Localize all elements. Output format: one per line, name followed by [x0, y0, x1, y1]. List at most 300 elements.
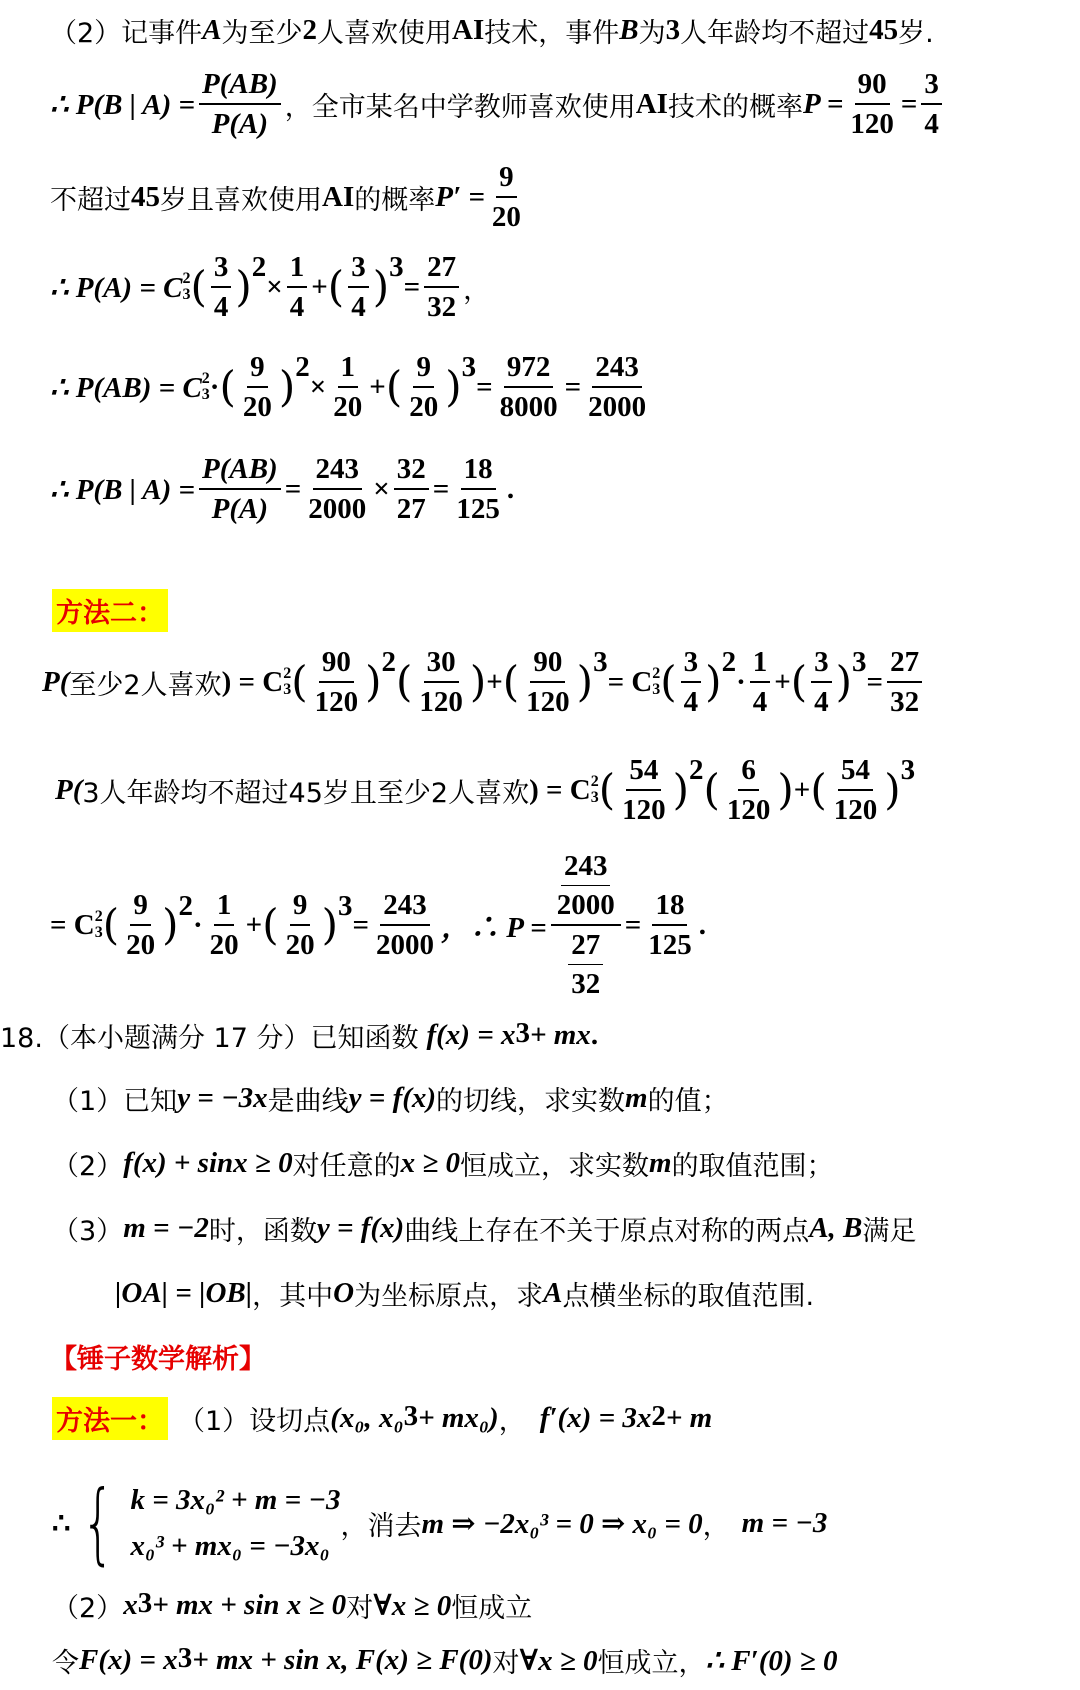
math: × [373, 472, 390, 505]
problem-18-part-3-continued [115, 1263, 814, 1323]
math: + [774, 665, 791, 698]
fraction [312, 645, 362, 719]
fraction [207, 888, 242, 962]
math: 2 [302, 13, 318, 46]
formula-p-ab [50, 345, 653, 429]
fraction [406, 350, 441, 424]
denominator [565, 926, 606, 1001]
exponent: 2 [295, 351, 310, 383]
math [202, 371, 210, 403]
brace-system [70, 1471, 341, 1574]
problem-18-heading [0, 1005, 598, 1065]
fraction [497, 350, 561, 424]
text: ， [498, 1405, 526, 1437]
math: . [506, 472, 515, 505]
compound-fraction [551, 849, 621, 1001]
math: 45 [869, 13, 899, 46]
fraction [489, 160, 524, 234]
text: 恒成立，求实数 [460, 1150, 649, 1182]
formula-p-a [50, 245, 490, 329]
math: ∴ P(B | A) = [50, 88, 195, 121]
paren: ) [235, 262, 252, 311]
math: + mx₀) [418, 1401, 499, 1434]
text: 为 [638, 17, 666, 49]
numerator: 243 [592, 350, 642, 388]
text: 的切线，求实数 [436, 1085, 626, 1117]
paren: ( [395, 657, 413, 706]
math: = C [50, 908, 95, 941]
math: P( [55, 773, 83, 806]
math: f(x) = x [426, 1018, 516, 1051]
system-row-1: k = 3x₀² + m = −3 [130, 1484, 341, 1516]
text: 恒成立 [451, 1592, 533, 1624]
math: = C [607, 665, 653, 698]
denominator: 20 [242, 391, 272, 423]
fraction [847, 67, 897, 141]
numerator: 90 [855, 67, 890, 105]
fraction [831, 753, 881, 827]
math: × [309, 370, 327, 403]
problem-18-part-1 [52, 1068, 729, 1128]
exponent: 3 [852, 646, 867, 678]
math: m ⇒ −2x₀³ = 0 ⇒ x₀ = 0 [421, 1507, 703, 1540]
exponent: 3 [593, 646, 608, 678]
fraction [887, 645, 922, 719]
exponent: 2 [721, 646, 737, 678]
denominator: 4 [752, 686, 768, 718]
math: = [900, 87, 918, 120]
denominator: 125 [456, 493, 500, 525]
formula-p-b-given-a [50, 447, 514, 531]
fraction [283, 888, 318, 962]
text: 3人年龄均不超过45岁且至少2人喜欢 [82, 777, 530, 809]
paren: ( [810, 765, 827, 814]
numerator: 3 [681, 645, 702, 683]
superscript: 2 [94, 908, 103, 925]
exponent: 3 [403, 1400, 419, 1432]
text: （2）记事件 [50, 17, 203, 49]
denominator: 4 [814, 686, 829, 718]
text: 对 [346, 1592, 374, 1624]
text: 满足 [862, 1215, 917, 1247]
fraction [123, 888, 158, 962]
denominator: 20 [126, 929, 156, 961]
numerator: 243 [380, 888, 430, 926]
math: 3 [665, 13, 681, 46]
math: = [352, 908, 370, 941]
system-row-2: x₀³ + mx₀ = −3x₀ [130, 1530, 330, 1562]
math: P′ = [435, 180, 485, 213]
text: ，其中 [252, 1280, 334, 1312]
fraction [394, 452, 429, 526]
text: 不超过 [50, 184, 131, 216]
numerator: 90 [530, 645, 565, 683]
math: = [866, 665, 884, 698]
denominator: 27 [396, 493, 426, 525]
denominator: 32 [427, 291, 457, 323]
text: 18.（本小题满分 17 分）已知函数 [0, 1022, 419, 1054]
paren: ) [576, 657, 594, 706]
math: = [624, 908, 642, 941]
math: + mx [529, 1018, 591, 1051]
highlight-label: 方法二： [52, 589, 168, 632]
math: = [432, 472, 450, 505]
numerator: 3 [211, 250, 232, 288]
math: A [543, 1276, 563, 1309]
fraction [724, 753, 774, 827]
numerator: 27 [887, 645, 922, 683]
exponent: 3 [515, 1017, 530, 1049]
method-two-label [52, 580, 168, 640]
paren: ( [262, 900, 279, 949]
problem-18-part-3 [52, 1198, 916, 1258]
math [182, 271, 190, 303]
fraction [330, 350, 365, 424]
fraction [645, 888, 695, 962]
math: (x₀, x₀ [330, 1401, 404, 1434]
inner-fraction [554, 849, 618, 922]
math: AI [322, 180, 355, 213]
math: + mx + sin x ≥ 0 [152, 1588, 347, 1621]
denominator: 120 [622, 794, 666, 826]
paren: ( [327, 262, 345, 311]
text: 恒成立， [597, 1647, 706, 1679]
math: m = −2 [123, 1211, 209, 1244]
paren: ( [598, 765, 616, 814]
paren: ) [162, 900, 179, 949]
denominator: 20 [209, 929, 239, 961]
problem-18-part-2 [52, 1133, 834, 1193]
paren: ( [385, 362, 403, 411]
numerator: 9 [247, 350, 268, 388]
numerator: 3 [811, 645, 832, 683]
text: 的值； [647, 1085, 729, 1117]
text: 岁. [898, 17, 934, 49]
paren: ) [278, 362, 296, 411]
math: . [698, 908, 706, 941]
math: O [333, 1276, 355, 1309]
paren: ) [884, 765, 901, 814]
math: + [369, 370, 386, 403]
exponent: 2 [689, 754, 704, 786]
math: + [793, 773, 811, 806]
math: = [564, 370, 582, 403]
fraction [287, 250, 308, 324]
math: · [209, 370, 220, 403]
denominator: 4 [213, 291, 229, 323]
text: ，消去 [340, 1510, 422, 1542]
denominator: 2000 [588, 391, 647, 423]
paren: ) [777, 765, 794, 814]
exponent: 2 [381, 646, 396, 678]
numerator: 18 [461, 452, 496, 490]
fraction [348, 250, 369, 324]
denominator: P(A) [211, 108, 269, 140]
numerator: 6 [738, 753, 759, 791]
numerator: 3 [348, 250, 369, 288]
formula-at-least-two-like [42, 640, 926, 724]
denominator: 125 [648, 929, 692, 961]
fraction [619, 753, 669, 827]
denominator: 20 [491, 201, 521, 233]
fraction [523, 645, 573, 719]
numerator: 9 [413, 350, 434, 388]
text: 技术的概率 [667, 91, 803, 123]
numerator: 9 [290, 888, 311, 926]
math: A [202, 13, 222, 46]
math: + [486, 665, 503, 698]
math: × [266, 270, 283, 303]
exponent: 3 [389, 251, 404, 283]
text: 对任意的 [292, 1150, 401, 1182]
denominator: 4 [683, 686, 699, 718]
math: ∀x ≥ 0 [519, 1644, 598, 1677]
math: m = −3 [741, 1506, 828, 1539]
exponent: 3 [337, 890, 353, 922]
inner-fraction [568, 928, 603, 1001]
denominator: 2000 [376, 929, 435, 961]
math: x ≥ 0 [400, 1146, 460, 1179]
math: F(x) = x [79, 1643, 178, 1676]
fraction [211, 250, 232, 324]
text: 人喜欢使用 [317, 17, 453, 49]
method-one-part-2-continued [52, 1630, 837, 1690]
paren: ( [291, 657, 308, 706]
numerator: 54 [838, 753, 873, 791]
numerator: 54 [626, 753, 661, 791]
numerator: P(AB) [199, 67, 281, 105]
exponent: 3 [177, 1642, 193, 1674]
math: 45 [131, 180, 160, 213]
text: ， [702, 1510, 730, 1542]
text: 对 [492, 1647, 520, 1679]
fraction [585, 350, 649, 424]
paren: ) [321, 900, 338, 949]
numerator: 9 [130, 888, 151, 926]
denominator: 120 [833, 794, 878, 826]
denominator: 20 [333, 391, 363, 423]
math: . [590, 1018, 599, 1051]
denominator: 20 [409, 391, 439, 423]
math: ∀x ≥ 0 [373, 1589, 452, 1622]
math: x [123, 1588, 138, 1621]
numerator: 1 [750, 645, 771, 683]
method-one-part-1 [52, 1388, 712, 1448]
superscript: 2 [283, 665, 292, 682]
numerator: 18 [652, 888, 687, 926]
math: y = f(x) [348, 1081, 437, 1114]
paren: ( [219, 362, 236, 411]
math: = [403, 270, 421, 303]
math [283, 666, 291, 698]
subscript: 3 [94, 924, 103, 941]
numerator: 1 [338, 350, 359, 388]
fraction [750, 645, 771, 719]
numerator: 32 [394, 452, 429, 490]
solution-header [50, 1326, 266, 1386]
fraction [305, 452, 369, 526]
numerator: 9 [496, 160, 517, 198]
denominator: 4 [351, 291, 366, 323]
text: （2） [52, 1150, 124, 1182]
math: + [311, 270, 328, 303]
math: m [625, 1081, 648, 1114]
denominator: 120 [726, 794, 771, 826]
denominator: 8000 [499, 391, 558, 423]
math: P( [42, 665, 70, 698]
math: ) = C [221, 665, 284, 698]
paren: ( [703, 765, 720, 814]
denominator: 120 [850, 108, 894, 140]
numerator: 3 [921, 67, 942, 105]
text: 令 [52, 1647, 79, 1679]
text: 是曲线 [267, 1085, 349, 1117]
text: 为坐标原点，求 [354, 1280, 544, 1312]
paren: ) [705, 657, 722, 706]
subscript: 3 [182, 286, 191, 303]
text: 至少2人喜欢 [69, 669, 222, 701]
math: AI [635, 87, 668, 120]
denominator: 2000 [308, 493, 367, 525]
fraction [416, 645, 466, 719]
paren: ( [102, 900, 120, 949]
exponent: 2 [178, 890, 193, 922]
numerator: 27 [424, 250, 459, 288]
denominator: P(A) [211, 493, 269, 525]
paren: ( [190, 262, 207, 311]
subscript: 3 [652, 681, 661, 698]
exponent: 3 [900, 754, 916, 786]
math: + [245, 908, 263, 941]
text: 技术，事件 [484, 17, 620, 49]
numerator: 30 [424, 645, 459, 683]
math: f′(x) = 3x [539, 1401, 652, 1434]
text: 为至少 [221, 17, 303, 49]
paren: ) [372, 262, 390, 311]
math: y = f(x) [316, 1211, 405, 1244]
denominator: 32 [571, 968, 601, 1000]
math: m [649, 1146, 672, 1179]
text-line-probability-p-prime [50, 155, 528, 239]
math [591, 774, 599, 806]
superscript: 2 [201, 370, 210, 387]
numerator: 27 [568, 928, 603, 965]
math: P = [802, 87, 844, 120]
formula-conditional-probability [50, 62, 946, 146]
text: ，全市某名中学教师喜欢使用 [284, 91, 636, 123]
math [652, 666, 660, 698]
text: （2） [52, 1592, 124, 1624]
text: 岁且喜欢使用 [160, 184, 322, 216]
section-title: 【锤子数学解析】 [50, 1343, 266, 1375]
superscript: 2 [590, 773, 599, 790]
highlight-label: 方法一： [52, 1397, 168, 1440]
text: 人年龄均不超过 [680, 17, 870, 49]
method-one-part-2 [52, 1575, 532, 1635]
fraction [373, 888, 437, 962]
numerator: 1 [287, 250, 308, 288]
superscript: 2 [182, 270, 191, 287]
denominator: 120 [526, 686, 570, 718]
denominator: 120 [314, 686, 359, 718]
text: （1）设切点 [178, 1405, 331, 1437]
text: 曲线上存在不关于原点对称的两点 [404, 1215, 810, 1247]
numerator: 243 [313, 452, 363, 490]
paren: ( [502, 657, 520, 706]
exponent: 2 [651, 1400, 666, 1432]
math: AI [452, 13, 485, 46]
subscript: 3 [201, 386, 210, 403]
math: ∴ F′(0) ≥ 0 [705, 1644, 838, 1677]
math [95, 909, 103, 941]
math: = [284, 472, 302, 505]
math: A, B [809, 1211, 863, 1244]
paren: ) [672, 765, 689, 814]
numerator [551, 849, 621, 926]
fraction [199, 452, 281, 526]
denominator: 4 [924, 108, 939, 140]
numerator: 90 [319, 645, 354, 683]
text: 时，函数 [208, 1215, 317, 1247]
numerator: 1 [214, 888, 235, 926]
fraction [240, 350, 275, 424]
left-brace: { [81, 1471, 116, 1574]
paren: ( [660, 657, 677, 706]
fraction [424, 250, 459, 324]
denominator: 2000 [556, 889, 615, 921]
math: ∴ [52, 1507, 71, 1540]
math: ∴ P(AB) = C [50, 371, 202, 404]
denominator: 120 [419, 686, 463, 718]
math: ，∴ P = [441, 911, 547, 944]
text: （1）已知 [52, 1085, 178, 1117]
math: y = −3x [177, 1081, 268, 1114]
formula-method-two-result [50, 850, 706, 1000]
text: 的概率 [354, 184, 436, 216]
subscript: 3 [283, 681, 292, 698]
exponent: 2 [251, 251, 267, 283]
text-line-event-definition [50, 0, 934, 60]
denominator: 20 [285, 929, 315, 961]
math: · [193, 908, 203, 941]
math: B [619, 13, 639, 46]
fraction [811, 645, 832, 719]
math: + mx + sin x, F(x) ≥ F(0) [192, 1643, 493, 1676]
math: f(x) + sinx ≥ 0 [123, 1146, 293, 1179]
subscript: 3 [590, 789, 599, 806]
denominator: 4 [289, 291, 305, 323]
math: |OA| = |OB| [115, 1276, 253, 1309]
paren: ) [445, 362, 462, 411]
math: ∴ P(B | A) = [50, 473, 195, 506]
math: + m [665, 1401, 713, 1434]
denominator: 32 [890, 686, 920, 718]
text: ， [463, 274, 491, 306]
numerator: P(AB) [199, 452, 281, 490]
math: = [476, 370, 493, 403]
math: ) = C [529, 773, 591, 806]
exponent: 3 [137, 1587, 153, 1619]
fraction [199, 67, 281, 141]
exponent: 3 [461, 351, 477, 383]
fraction [681, 645, 702, 719]
fraction [453, 452, 503, 526]
paren: ) [365, 657, 382, 706]
equation-system [52, 1468, 827, 1578]
text: （3） [52, 1215, 124, 1247]
paren: ) [469, 657, 487, 706]
paren: ( [790, 657, 808, 706]
